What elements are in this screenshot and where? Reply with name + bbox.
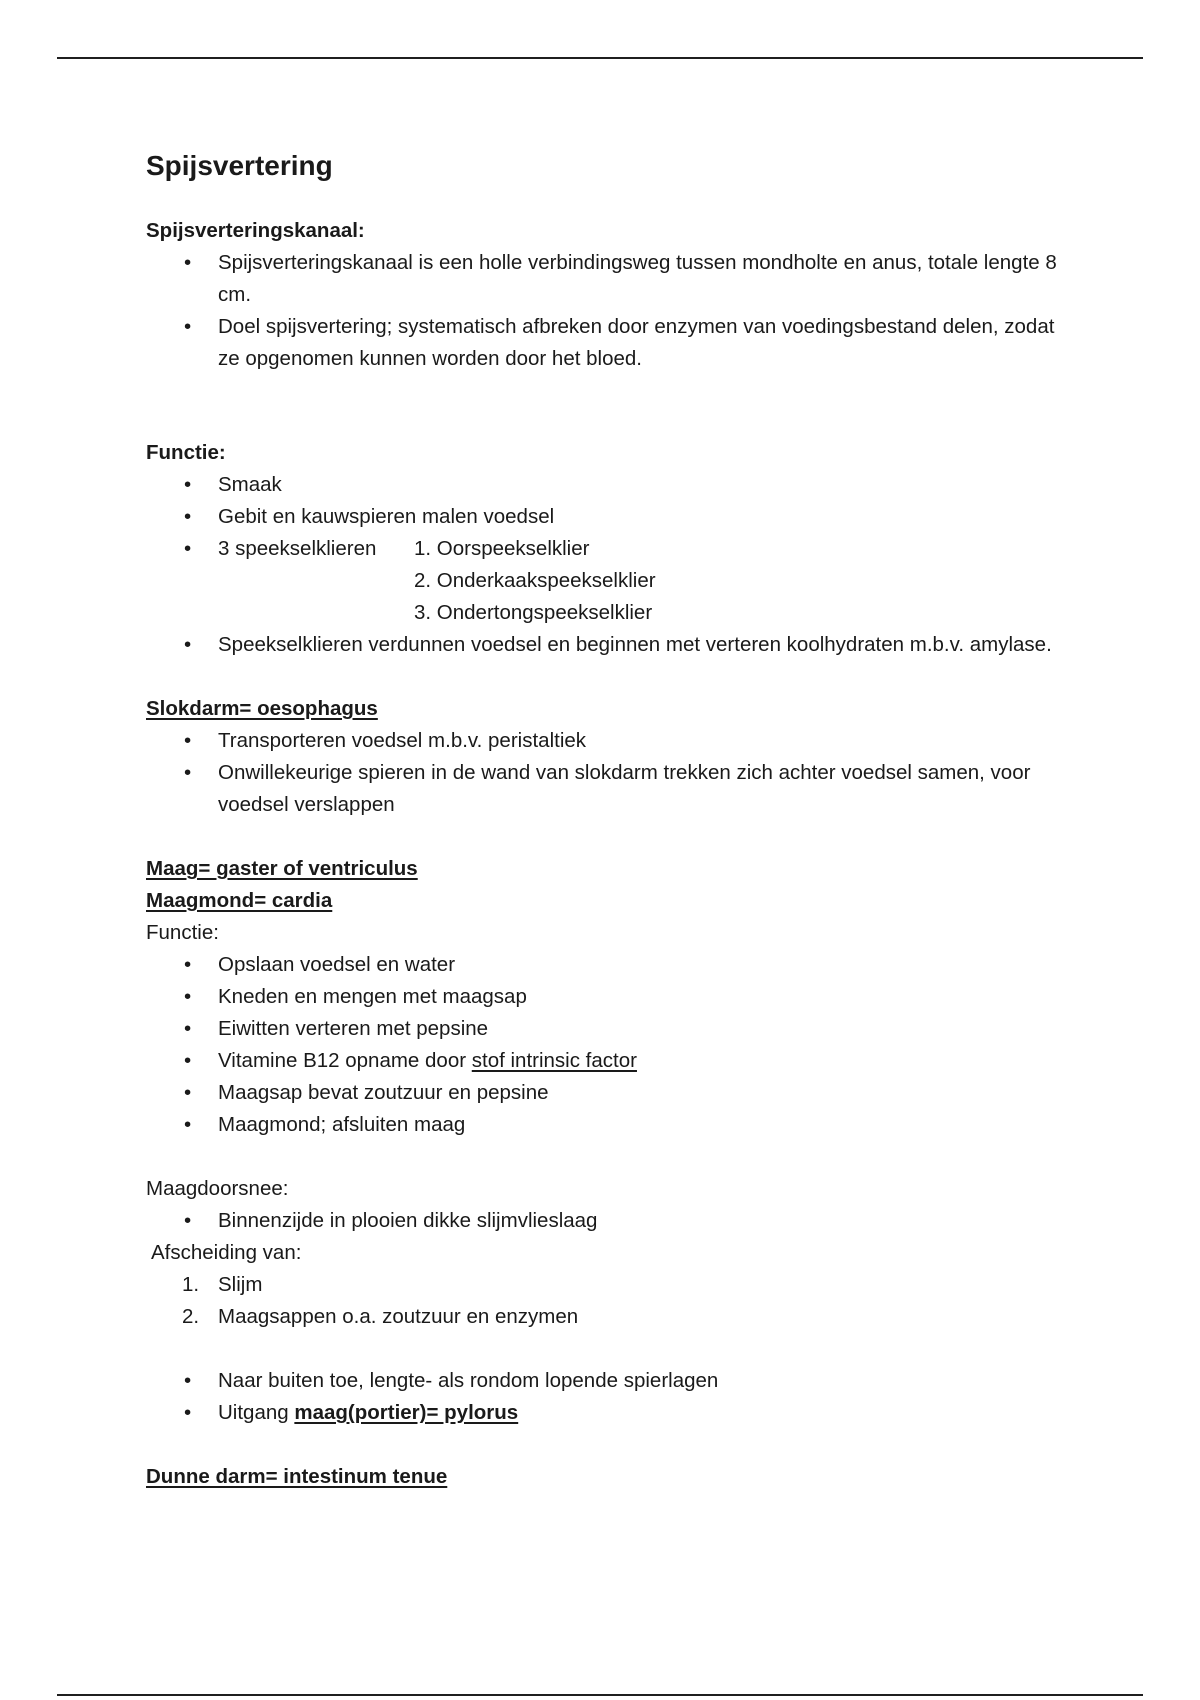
list-item: • Transporteren voedsel m.b.v. peristaltiek [146,725,1066,757]
header-rule [57,57,1143,59]
kanaal-bullet-list [146,247,1066,375]
list-item: • Smaak [146,469,1066,501]
afscheiding-numbered-list [146,1269,1066,1333]
b12-text: Vitamine B12 opname door [218,1049,472,1072]
list-item-text: Slijm [218,1273,263,1296]
list-item [146,1301,1066,1333]
gland-item: 2. Onderkaakspeekselklier [414,569,656,592]
list-item: • Kneden en mengen met maagsap [146,981,1066,1013]
heading-slokdarm: Slokdarm= oesophagus [146,697,378,720]
list-item: • Opslaan voedsel en water [146,949,1066,981]
uitgang-text: Uitgang [218,1401,295,1424]
list-item: • Maagsap bevat zoutzuur en pepsine [146,1077,1066,1109]
footer-rule [57,1694,1143,1696]
list-item: • Doel spijsvertering; systematisch afbreken door enzymen van voedingsbestand delen, zodat ze opgenomen kunnen worden door het bloed. [146,311,1066,375]
glands-label: • 3 speekselklieren [218,537,377,560]
slokdarm-bullet-list [146,725,1066,821]
heading-maagmond: Maagmond= cardia [146,889,333,912]
maagdoorsnee-bullet-list-2 [146,1365,1066,1429]
list-item-uitgang [146,1397,1066,1429]
maag-bullet-list [146,949,1066,1141]
list-item: • Naar buiten toe, lengte- als rondom lopende spierlagen [146,1365,1066,1397]
maagdoorsnee-label: Maagdoorsnee: [146,1177,289,1200]
list-number: 2. [182,1305,200,1328]
document-body [146,146,1066,1493]
intrinsic-factor-term: stof intrinsic factor [471,1049,637,1072]
list-item: • Speekselklieren verdunnen voedsel en beginnen met verteren koolhydraten m.b.v. amylase. [146,629,1066,661]
list-item: • Spijsverteringskanaal is een holle verbindingsweg tussen mondholte en anus, totale lengte 8 cm. [146,247,1066,311]
heading-functie: Functie: [146,441,226,464]
gland-item: 1. Oorspeekselklier [414,537,590,560]
glands-list [414,533,656,629]
maag-functie-label: Functie: [146,921,219,944]
document-title: Spijsvertering [146,150,333,181]
list-item-glands [146,533,1066,629]
heading-dunne-darm: Dunne darm= intestinum tenue [146,1465,448,1488]
gland-item: 3. Ondertongspeekselklier [414,601,653,624]
list-item-text: Maagsappen o.a. zoutzuur en enzymen [218,1305,579,1328]
list-item: • Eiwitten verteren met pepsine [146,1013,1066,1045]
heading-spijsverteringskanaal: Spijsverteringskanaal: [146,219,365,242]
heading-maag: Maag= gaster of ventriculus [146,857,418,880]
list-item: • Maagmond; afsluiten maag [146,1109,1066,1141]
afscheiding-label: Afscheiding van: [151,1241,302,1264]
pylorus-term: maag(portier)= pylorus [294,1401,519,1424]
list-item: • Binnenzijde in plooien dikke slijmvlieslaag [146,1205,1066,1237]
functie-bullet-list [146,469,1066,661]
maagdoorsnee-bullet-list [146,1205,1066,1237]
list-item [146,1269,1066,1301]
list-item-b12 [146,1045,1066,1077]
list-item: • Gebit en kauwspieren malen voedsel [146,501,1066,533]
list-number: 1. [182,1273,200,1296]
list-item: • Onwillekeurige spieren in de wand van slokdarm trekken zich achter voedsel samen, voor voedsel verslappen [146,757,1066,821]
